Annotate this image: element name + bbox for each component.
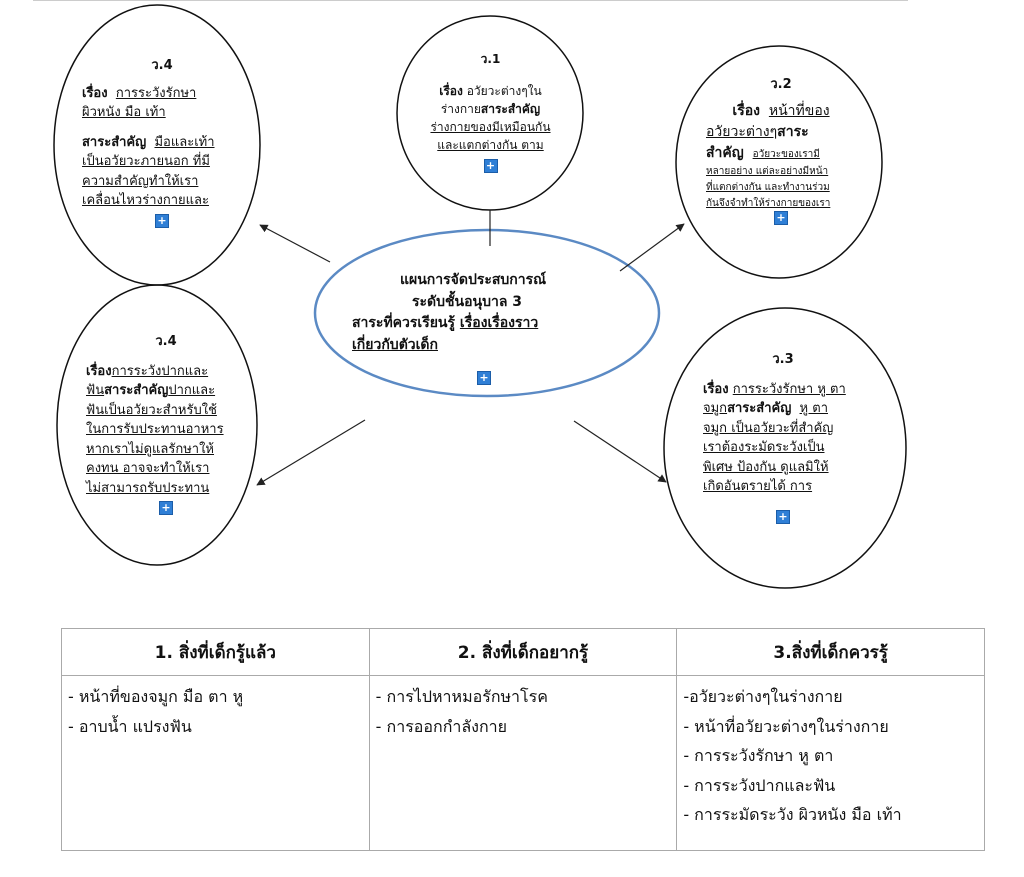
key-line: เคลื่อนไหวร่างกายและ: [82, 193, 209, 208]
key-line: จมูก เป็นอวัยวะที่สำคัญ: [703, 420, 834, 436]
key-line: หากเราไม่ดูแลรักษาให้: [86, 441, 215, 457]
expand-plus-icon[interactable]: +: [159, 501, 173, 515]
list-item: - หน้าที่อวัยวะต่างๆในร่างกาย: [683, 716, 889, 736]
center-subject-link-2: เกี่ยวกับตัวเด็ก: [352, 337, 438, 354]
center-subject-link: เรื่องเรื่องราว: [459, 315, 539, 332]
key-label-2: สำคัญ: [706, 144, 744, 161]
key-line: ฟันเป็นอวัยวะสำหรับใช้: [86, 402, 217, 418]
list-item: - หน้าที่ของจมูก มือ ตา หู: [68, 687, 244, 706]
list-item: - อาบน้ำ แปรงฟัน: [68, 717, 192, 737]
topic-text-2: ร่างกาย: [440, 102, 481, 116]
key-label: สาระสำคัญ: [82, 134, 147, 150]
topic-label: เรื่อง: [439, 84, 463, 98]
center-subject-label: สาระที่ควรเรียนรู้: [352, 315, 456, 332]
bubble-title: ว.3: [772, 352, 794, 367]
topic-label: เรื่อง: [703, 381, 729, 397]
key-line: เกิดอันตรายได้ การ: [703, 479, 813, 494]
key-line: ในการรับประทานอาหาร: [86, 422, 224, 437]
topic-label: เรื่อง: [732, 102, 760, 119]
bubble-v2: [706, 75, 856, 227]
list-item: - การระวังรักษา หู ตา: [683, 746, 834, 766]
key-line: กันจึงจำทำให้ร่างกายของเรา: [706, 197, 831, 209]
bubble-v4a: [82, 56, 242, 230]
list-item: - การออกกำลังกาย: [375, 717, 508, 737]
expand-plus-icon[interactable]: +: [477, 371, 491, 385]
topic-text: การระวังปากและ: [111, 363, 209, 379]
topic-label: เรื่อง: [86, 363, 112, 379]
knowledge-table: [61, 628, 985, 851]
topic-label: เรื่อง: [82, 85, 108, 101]
bubble-title: ว.2: [770, 77, 792, 92]
center-topic: [352, 270, 602, 388]
expand-plus-icon[interactable]: +: [776, 510, 790, 524]
key-line: และแตกต่างกัน ตาม: [437, 138, 544, 152]
col-header-known: 1. สิ่งที่เด็กรู้แล้ว: [62, 629, 370, 676]
list-item: -อวัยวะต่างๆในร่างกาย: [683, 687, 843, 706]
key-line: เราต้องระมัดระวังเป็น: [703, 440, 825, 455]
key-line: หลายอย่าง แต่ละอย่างมีหน้า: [706, 165, 829, 177]
key-line: คงทน อาจจะทำให้เรา: [86, 461, 210, 476]
connector-v4b: [257, 420, 365, 485]
key-line: อวัยวะของเรามี: [752, 148, 820, 160]
key-label: สาระสำคัญ: [727, 401, 792, 416]
key-line: ร่างกายของมีเหมือนกัน: [430, 120, 551, 134]
key-line: ที่แตกต่างกัน และทำงานร่วม: [706, 181, 830, 193]
bubble-title: ว.4: [151, 58, 173, 73]
key-text: หู ตา: [799, 401, 828, 416]
expand-plus-icon[interactable]: +: [484, 159, 498, 173]
bubble-title: ว.4: [155, 334, 177, 349]
connector-v4a: [260, 225, 330, 262]
expand-plus-icon[interactable]: +: [155, 214, 169, 228]
bubble-v4b: [86, 332, 246, 518]
bubble-title: ว.1: [480, 52, 501, 66]
center-line-2: ระดับชั้นอนุบาล 3: [412, 293, 523, 310]
topic-text: หน้าที่ของ: [768, 102, 830, 119]
topic-text-2: จมูก: [703, 401, 728, 416]
key-line: พิเศษ ป้องกัน ดูแลมิให้: [703, 459, 829, 475]
col-known-cell: [62, 676, 370, 851]
topic-text: การระวังรักษา: [115, 85, 197, 101]
list-item: - การระวังปากและฟัน: [683, 775, 836, 795]
topic-text-2: ฟัน: [86, 383, 105, 398]
key-text: ปากและ: [168, 383, 216, 398]
bubble-v1: [418, 50, 563, 174]
center-line-1: แผนการจัดประสบการณ์: [400, 272, 547, 288]
connector-v2: [620, 224, 684, 271]
key-label: สาระ: [777, 123, 809, 140]
col-want-cell: [369, 676, 677, 851]
col-header-want: 2. สิ่งที่เด็กอยากรู้: [369, 629, 677, 676]
key-line: ไม่สามารถรับประทาน: [86, 480, 210, 496]
expand-plus-icon[interactable]: +: [774, 211, 788, 225]
key-label: สาระสำคัญ: [480, 102, 541, 116]
list-item: - การระมัดระวัง ผิวหนัง มือ เท้า: [683, 805, 902, 825]
bubble-v3: [703, 350, 863, 526]
connector-v3: [574, 421, 666, 482]
key-label: สาระสำคัญ: [104, 383, 169, 398]
topic-text-2: ผิวหนัง มือ เท้า: [82, 105, 166, 120]
key-text: มือและเท้า: [154, 134, 215, 150]
col-header-should: 3.สิ่งที่เด็กควรรู้: [677, 629, 985, 676]
topic-text-2: อวัยวะต่างๆ: [706, 123, 778, 140]
list-item: - การไปหาหมอรักษาโรค: [375, 687, 548, 706]
topic-text: อวัยวะต่างๆใน: [466, 84, 542, 98]
col-should-cell: [677, 676, 985, 851]
key-line: ความสำคัญทำให้เรา: [82, 173, 199, 189]
key-line: เป็นอวัยวะภายนอก ที่มี: [82, 154, 210, 169]
topic-text: การระวังรักษา หู ตา: [732, 381, 846, 397]
